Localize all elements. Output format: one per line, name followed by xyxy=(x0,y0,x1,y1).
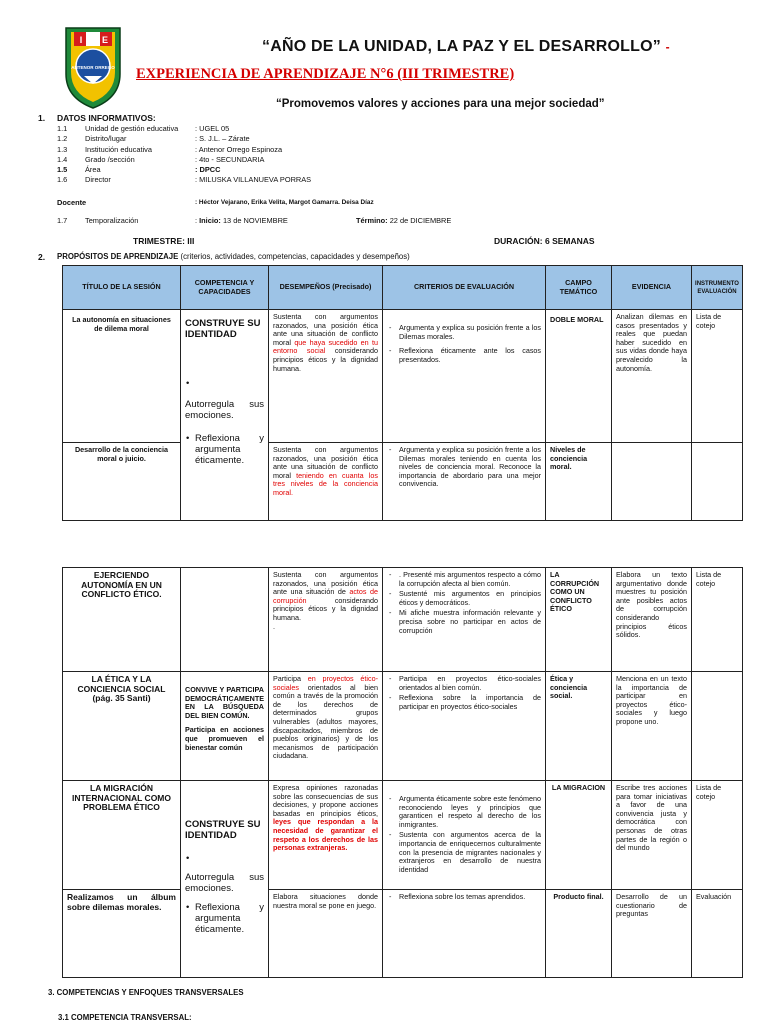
topic-cell: LA CORRUPCIÓN COMO UN CONFLICTO ÉTICO xyxy=(546,568,612,672)
trimestre: TRIMESTRE: III xyxy=(133,236,195,246)
header-title: TÍTULO DE LA SESIÓN xyxy=(63,266,181,310)
section-3-1-title: 3.1 COMPETENCIA TRANSVERSAL: xyxy=(58,1013,192,1022)
criteria-cell xyxy=(383,568,546,672)
competence-cell xyxy=(181,310,269,521)
instrument-cell: Evaluación xyxy=(692,890,743,978)
criteria-list xyxy=(387,893,541,902)
list-item: - Reflexiona sobre la importancia de participar en proyectos ético-sociales xyxy=(387,694,541,711)
instrument-cell xyxy=(692,443,743,521)
topic-cell: DOBLE MORAL xyxy=(546,310,612,443)
list-item: - Argumenta éticamente sobre este fenómeno reconociendo leyes y principios que garanticen el respeto al derecho de los inmigrantes. xyxy=(387,795,541,829)
subtitle: “Promovemos valores y acciones para una mejor sociedad” xyxy=(276,98,605,110)
docente-value: : Héctor Vejarano, Erika Velita, Margot Gamarra. Deisa Díaz xyxy=(195,199,374,206)
capacities-list xyxy=(185,853,264,864)
performance-cell: Elabora situaciones donde nuestra moral se pone en juego. xyxy=(269,890,383,978)
section-1-number: 1. xyxy=(38,113,46,123)
capacity-item: Autorregula sus emociones. xyxy=(185,399,264,421)
info-row: 1.2 Distrito/lugar : S. J.L. – Zárate xyxy=(57,134,250,144)
session-title: La autonomía en situaciones de dilema moral xyxy=(63,310,181,443)
table-header-row xyxy=(63,266,743,310)
performance-cell: Sustenta con argumentos razonados, una posición ética ante una situación de conflicto moral que haya sucedido en tu entorno social considerando principios éticos y la dignidad humana. xyxy=(269,310,383,443)
capacities-list-2 xyxy=(185,902,264,935)
competence-title: CONSTRUYE SU IDENTIDAD xyxy=(185,318,261,340)
criteria-list xyxy=(387,446,541,489)
main-title: “AÑO DE LA UNIDAD, LA PAZ Y EL DESARROLLO” - xyxy=(262,38,670,55)
instrument-cell xyxy=(692,672,743,781)
performance-cell: Participa en proyectos ético-sociales orientados al bien común a través de la promoción de los derechos de determinados grupos vulnerables (adultos mayores, discapacitados, miembros de pueblos originarios) y de los mecanismos de participación ciudadana. xyxy=(269,672,383,781)
header-performance: DESEMPEÑOS (Precisado) xyxy=(269,266,383,310)
list-item: - Mi afiche muestra información relevante y precisa sobre no participar en actos de corrupción xyxy=(387,609,541,635)
section-3-title: 3. COMPETENCIAS Y ENFOQUES TRANSVERSALES xyxy=(48,988,244,997)
evidence-cell: Desarrollo de un cuestionario de preguntas xyxy=(612,890,692,978)
topic-cell: Niveles de conciencia moral. xyxy=(546,443,612,521)
evidence-cell xyxy=(612,443,692,521)
capacity-item: Autorregula sus emociones. xyxy=(185,872,264,894)
info-row: 1.1 Unidad de gestión educativa : UGEL 05 xyxy=(57,124,230,133)
criteria-list xyxy=(387,675,541,711)
competence-cell xyxy=(181,672,269,781)
list-item: • Reflexiona y argumenta éticamente. xyxy=(185,902,264,935)
list-item: - . Presenté mis argumentos respecto a cómo la corrupción afecta al bien común. xyxy=(387,571,541,588)
evidence-cell: Escribe tres acciones para tomar iniciativas a favor de una convivencia justa y democrática con personas de otras partes de la región o del mundo xyxy=(612,781,692,890)
instrument-cell: Lista de cotejo xyxy=(692,310,743,443)
logo-text: ANTENOR ORREGO xyxy=(71,65,115,70)
list-item xyxy=(185,378,264,389)
instrument-cell: Lista de cotejo xyxy=(692,781,743,890)
info-row: 1.3 Institución educativa : Antenor Orrego Espinoza xyxy=(57,144,283,154)
header-topic: CAMPO TEMÁTICO xyxy=(546,266,612,310)
competence-cell-empty xyxy=(181,568,269,672)
header-criteria: CRITERIOS DE EVALUACIÓN xyxy=(383,266,546,310)
info-row: 1.6 Director : MILUSKA VILLANUEVA PORRAS xyxy=(57,175,312,185)
topic-cell: LA MIGRACION xyxy=(546,781,612,890)
purposes-table-continued xyxy=(62,567,743,978)
purposes-table xyxy=(62,265,743,521)
docente-label: Docente xyxy=(57,198,87,207)
experience-title: EXPERIENCIA DE APRENDIZAJE N°6 (III TRIMESTRE) xyxy=(136,66,515,82)
session-title: EJERCIENDO AUTONOMÍA EN UN CONFLICTO ÉTICO. xyxy=(63,568,181,672)
performance-cell: Expresa opiniones razonadas sobre las consecuencias de sus decisiones, y propone acciones basadas en principios éticos, leyes que respondan a la necesidad de garantizar el respeto a los derechos de las personas extranjeras. xyxy=(269,781,383,890)
competence-title: CONSTRUYE SU IDENTIDAD xyxy=(185,819,261,841)
logo-letter-e: E xyxy=(101,35,109,45)
info-row: 1.4 Grado /sección : 4to - SECUNDARIA xyxy=(57,154,265,164)
list-item: - Argumenta y explica su posición frente a los Dilemas morales. xyxy=(387,324,541,341)
criteria-cell xyxy=(383,672,546,781)
instrument-cell: Lista de cotejo xyxy=(692,568,743,672)
criteria-list xyxy=(387,571,541,635)
section-2-title: PROPÓSITOS DE APRENDIZAJE (criterios, actividades, competencias, capacidades y desempeños) xyxy=(57,252,410,261)
section-2-number: 2. xyxy=(38,252,46,262)
criteria-cell xyxy=(383,443,546,521)
logo-letter-i: I xyxy=(79,35,83,45)
section-1-title: DATOS INFORMATIVOS: xyxy=(57,113,156,123)
capacities-list-2 xyxy=(185,433,264,466)
school-logo xyxy=(62,22,124,110)
evidence-cell: Elabora un texto argumentativo donde muestres tu posición ante posibles actos de corrupción considerando principios éticos sólidos. xyxy=(612,568,692,672)
list-item: • Reflexiona y argumenta éticamente. xyxy=(185,433,264,466)
info-row: 1.5 Área : DPCC xyxy=(57,165,221,175)
performance-cell: Sustenta con argumentos razonados, una posición ética ante una situación de actos de corrupción considerando principios éticos y la dignidad humana. . xyxy=(269,568,383,672)
list-item: - Reflexiona éticamente ante los casos presentados. xyxy=(387,347,541,364)
list-item: - Reflexiona sobre los temas aprendidos. xyxy=(387,893,541,902)
session-title: LA MIGRACIÓN INTERNACIONAL COMO PROBLEMA ÉTICO xyxy=(63,781,181,890)
criteria-cell xyxy=(383,781,546,890)
evidence-cell: Menciona en un texto la importancia de participar en proyectos ético-sociales y luego propone uno. xyxy=(612,672,692,781)
performance-cell: Sustenta con argumentos razonados, una posición ética ante una situación de conflicto moral teniendo en cuanta los tres niveles de la conciencia moral. xyxy=(269,443,383,521)
session-title: Desarrollo de la conciencia moral o juicio. xyxy=(63,443,181,521)
session-title: LA ÉTICA Y LA CONCIENCIA SOCIAL (pág. 35 Santi) xyxy=(63,672,181,781)
table-row xyxy=(63,443,743,521)
termino: Término: 22 de DICIEMBRE xyxy=(356,216,452,225)
header-competence: COMPETENCIA Y CAPACIDADES xyxy=(181,266,269,310)
competence-title: CONVIVE Y PARTICIPA DEMOCRÁTICAMENTE EN LA BÚSQUEDA DEL BIEN COMÚN. xyxy=(185,685,265,720)
inicio: : Inicio: 13 de NOVIEMBRE xyxy=(195,216,288,225)
capacity-item: Participa en acciones que promueven el bienestar común xyxy=(185,725,264,752)
criteria-list xyxy=(387,324,541,364)
list-item xyxy=(185,853,264,864)
criteria-cell xyxy=(383,310,546,443)
duracion: DURACIÓN: 6 SEMANAS xyxy=(494,236,595,246)
list-item: - Sustenté mis argumentos en principios éticos y democráticos. xyxy=(387,590,541,607)
competence-cell xyxy=(181,781,269,978)
header-instrument: INSTRUMENTO EVALUACIÓN xyxy=(692,266,743,310)
table-row xyxy=(63,781,743,890)
info-list xyxy=(57,124,477,186)
capacities-list xyxy=(185,378,264,389)
topic-cell: Ética y conciencia social. xyxy=(546,672,612,781)
tempo-number: 1.7 xyxy=(57,216,68,225)
evidence-cell: Analizan dilemas en casos presentados y reales que puedan haber sucedido en sus vidas donde haya prevalecido la autonomía. xyxy=(612,310,692,443)
table-row xyxy=(63,310,743,443)
tempo-label: Temporalización xyxy=(85,216,139,225)
criteria-cell xyxy=(383,890,546,978)
table-row xyxy=(63,568,743,672)
list-item: - Argumenta y explica su posición frente a los Dilemas morales teniendo en cuenta los niveles de conciencia moral. Reconoce la importancia de abordario para una mejor convivencia. xyxy=(387,446,541,489)
list-item: - Participa en proyectos ético-sociales orientados al bien común. xyxy=(387,675,541,692)
header-evidence: EVIDENCIA xyxy=(612,266,692,310)
session-title: Realizamos un álbum sobre dilemas morales. xyxy=(63,890,181,978)
table-row xyxy=(63,672,743,781)
table-row xyxy=(63,890,743,978)
topic-cell: Producto final. xyxy=(546,890,612,978)
list-item: - Sustenta con argumentos acerca de la importancia de enriquecernos culturalmente con la presencia de migrantes nacionales y extranjeros en desarrollo de nuestra identidad xyxy=(387,831,541,874)
criteria-list xyxy=(387,795,541,874)
